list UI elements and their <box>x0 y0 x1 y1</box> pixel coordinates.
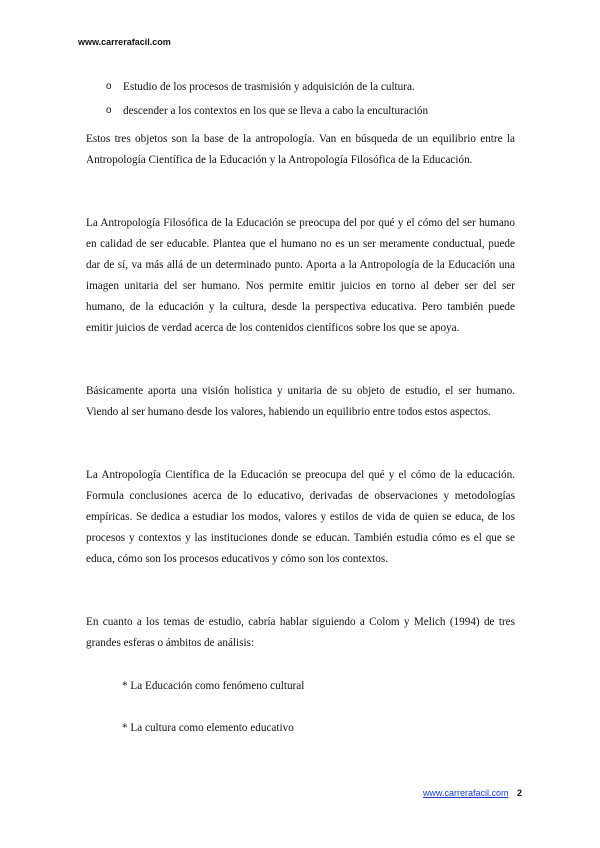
list-item <box>106 104 428 128</box>
page-number: 2 <box>516 788 522 798</box>
paragraph-objects: Estos tres objetos son la base de la antropología. Van en búsqueda de un equilibrio entre la Antropología Científica de la Educación y la Antropología Filosófica de la Educación. <box>86 133 515 166</box>
bullet-list <box>106 80 428 128</box>
paragraph-philosophical: La Antropología Filosófica de la Educación se preocupa del por qué y el cómo del ser humano en calidad de ser educable. Plantea que el humano no es un ser meramente conductual, puede dar de sí, va más allá de un determinado punto. Aporta a la Antropología de la Educación una imagen unitaria del ser humano. Nos permite emitir juicios en torno al deber ser del ser humano, de la educación y la cultura, desde la perspectiva educativa. Pero también puede emitir juicios de verdad acerca de los contenidos científicos sobre los que se apoya. <box>86 217 515 334</box>
list-item <box>106 80 428 104</box>
star-item-education: * La Educación como fenómeno cultural <box>122 680 305 692</box>
header-url: www.carrerafacil.com <box>78 37 171 47</box>
bullet-marker: o <box>106 81 112 92</box>
paragraph-scientific: La Antropología Científica de la Educación se preocupa del qué y el cómo de la educación. Formula conclusiones acerca de lo educativo, derivadas de observaciones y metodologías empíricas. Se dedica a estudiar los modos, valores y estilos de vida de quien se educa, de los procesos y contextos y las instituciones donde se educan. También estudia cómo es el que se educa, cómo son los procesos educativos y cómo son los contextos. <box>86 469 515 565</box>
bullet-marker: o <box>106 105 112 116</box>
bullet-text: descender a los contextos en los que se lleva a cabo la enculturación <box>123 105 429 117</box>
star-item-culture: * La cultura como elemento educativo <box>122 722 294 734</box>
footer <box>423 788 522 798</box>
footer-link[interactable]: www.carrerafacil.com <box>422 788 509 798</box>
paragraph-holistic: Básicamente aporta una visión holística y unitaria de su objeto de estudio, el ser humano. Viendo al ser humano desde los valores, habiendo un equilibrio entre todos estos aspectos. <box>86 385 515 418</box>
paragraph-themes: En cuanto a los temas de estudio, cabría hablar siguiendo a Colom y Melich (1994) de tres grandes esferas o ámbitos de análisis: <box>86 616 515 649</box>
bullet-text: Estudio de los procesos de trasmisión y adquisición de la cultura. <box>123 81 415 93</box>
